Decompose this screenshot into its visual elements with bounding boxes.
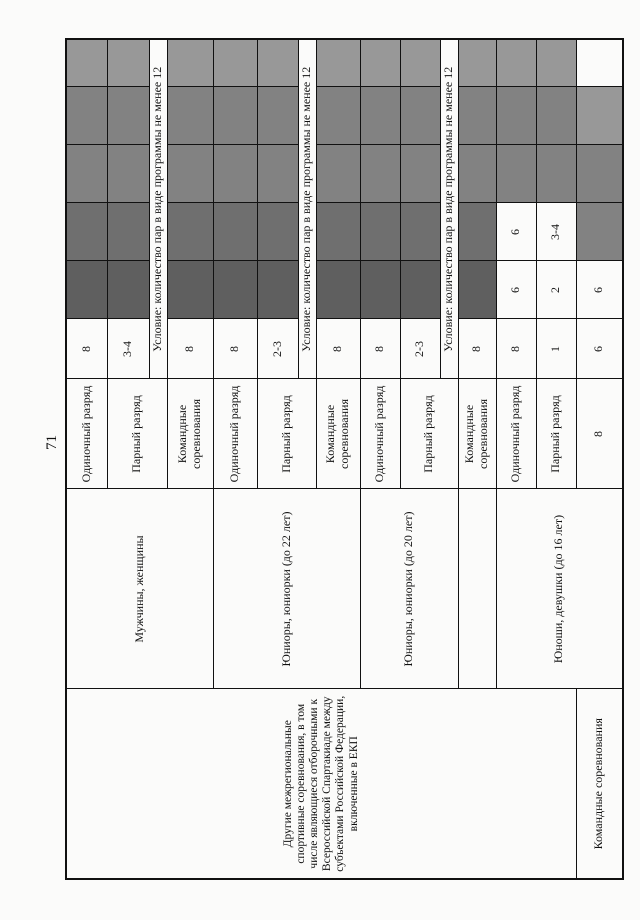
shaded-cell xyxy=(257,39,298,87)
rotated-table-wrapper xyxy=(65,40,622,880)
shaded-cell xyxy=(536,39,576,87)
shaded-cell xyxy=(576,145,623,203)
shaded-cell xyxy=(167,203,213,261)
discipline-cell: Командные соревнования xyxy=(167,379,213,489)
shaded-cell xyxy=(400,39,440,87)
shaded-cell xyxy=(400,145,440,203)
shaded-cell xyxy=(213,261,257,319)
group-name-cell: Мужчины, женщины xyxy=(66,489,213,689)
shaded-cell xyxy=(316,145,360,203)
discipline-cell: Парный разряд xyxy=(107,379,167,489)
table-row xyxy=(66,39,107,879)
shaded-cell xyxy=(107,145,149,203)
value-cell: 6 xyxy=(496,203,536,261)
value-cell: 8 xyxy=(66,319,107,379)
value-cell: 2-3 xyxy=(400,319,440,379)
group-name-cell: Юноши, девушки (до 16 лет) xyxy=(496,489,623,689)
discipline-cell: Командные соревнования xyxy=(576,689,623,879)
discipline-cell: Одиночный разряд xyxy=(360,379,400,489)
discipline-cell: Командные соревнования xyxy=(458,379,496,489)
shaded-cell xyxy=(257,203,298,261)
value-cell: 2-3 xyxy=(257,319,298,379)
shaded-cell xyxy=(167,87,213,145)
shaded-cell xyxy=(257,261,298,319)
value-cell: 8 xyxy=(458,319,496,379)
shaded-cell xyxy=(458,261,496,319)
shaded-cell xyxy=(316,203,360,261)
shaded-cell xyxy=(167,145,213,203)
shaded-cell xyxy=(257,145,298,203)
shaded-cell xyxy=(360,261,400,319)
competition-type-cell: Другие межрегиональные спортивные соревнования, в том числе являющиеся отборочными к Всероссийской Спартакиаде между субъектами Российской Федерации, включенные в ЕКП xyxy=(66,689,576,879)
value-cell: 2 xyxy=(536,261,576,319)
shaded-cell xyxy=(107,203,149,261)
shaded-cell xyxy=(496,39,536,87)
group-name-cell-empty xyxy=(458,489,496,689)
value-cell: 6 xyxy=(576,319,623,379)
value-cell: 1 xyxy=(536,319,576,379)
shaded-cell xyxy=(167,39,213,87)
shaded-cell xyxy=(213,145,257,203)
shaded-cell xyxy=(400,261,440,319)
shaded-cell xyxy=(257,87,298,145)
shaded-cell xyxy=(316,87,360,145)
shaded-cell xyxy=(316,39,360,87)
discipline-cell: Одиночный разряд xyxy=(496,379,536,489)
qualification-table xyxy=(65,38,624,880)
page-number: 71 xyxy=(44,435,60,450)
shaded-cell xyxy=(576,87,623,145)
shaded-cell xyxy=(458,145,496,203)
value-cell: 8 xyxy=(316,319,360,379)
shaded-cell xyxy=(360,145,400,203)
shaded-cell xyxy=(496,145,536,203)
shaded-cell xyxy=(213,203,257,261)
shaded-cell xyxy=(400,203,440,261)
discipline-cell: Одиночный разряд xyxy=(66,379,107,489)
shaded-cell xyxy=(536,145,576,203)
value-cell: 8 xyxy=(576,379,623,489)
value-cell: 8 xyxy=(496,319,536,379)
shaded-cell xyxy=(316,261,360,319)
shaded-cell xyxy=(107,39,149,87)
discipline-cell: Парный разряд xyxy=(257,379,316,489)
shaded-cell xyxy=(458,203,496,261)
shaded-cell xyxy=(107,261,149,319)
shaded-cell xyxy=(576,203,623,261)
table-row xyxy=(576,39,623,879)
discipline-cell: Парный разряд xyxy=(400,379,458,489)
value-cell: 3-4 xyxy=(536,203,576,261)
shaded-cell xyxy=(66,203,107,261)
shaded-cell xyxy=(360,39,400,87)
condition-cell: Условие: количество пар в виде программы не менее 12 xyxy=(149,39,167,379)
shaded-cell xyxy=(496,87,536,145)
value-cell: 8 xyxy=(360,319,400,379)
shaded-cell xyxy=(458,39,496,87)
value-cell: 8 xyxy=(167,319,213,379)
value-cell: 3-4 xyxy=(107,319,149,379)
shaded-cell xyxy=(66,145,107,203)
shaded-cell xyxy=(107,87,149,145)
discipline-cell: Парный разряд xyxy=(536,379,576,489)
value-cell: 6 xyxy=(496,261,536,319)
condition-cell: Условие: количество пар в виде программы не менее 12 xyxy=(440,39,458,379)
shaded-cell xyxy=(536,87,576,145)
value-cell: 8 xyxy=(213,319,257,379)
shaded-cell xyxy=(360,203,400,261)
discipline-cell: Одиночный разряд xyxy=(213,379,257,489)
discipline-cell: Командные соревнования xyxy=(316,379,360,489)
shaded-cell xyxy=(400,87,440,145)
shaded-cell xyxy=(66,261,107,319)
condition-cell: Условие: количество пар в виде программы не менее 12 xyxy=(298,39,316,379)
shaded-cell xyxy=(66,39,107,87)
shaded-cell xyxy=(213,39,257,87)
group-name-cell: Юниоры, юниорки (до 22 лет) xyxy=(213,489,360,689)
shaded-cell xyxy=(167,261,213,319)
shaded-cell xyxy=(458,87,496,145)
value-cell: 6 xyxy=(576,261,623,319)
shaded-cell xyxy=(66,87,107,145)
group-name-cell: Юниоры, юниорки (до 20 лет) xyxy=(360,489,458,689)
shaded-cell xyxy=(360,87,400,145)
shaded-cell xyxy=(213,87,257,145)
